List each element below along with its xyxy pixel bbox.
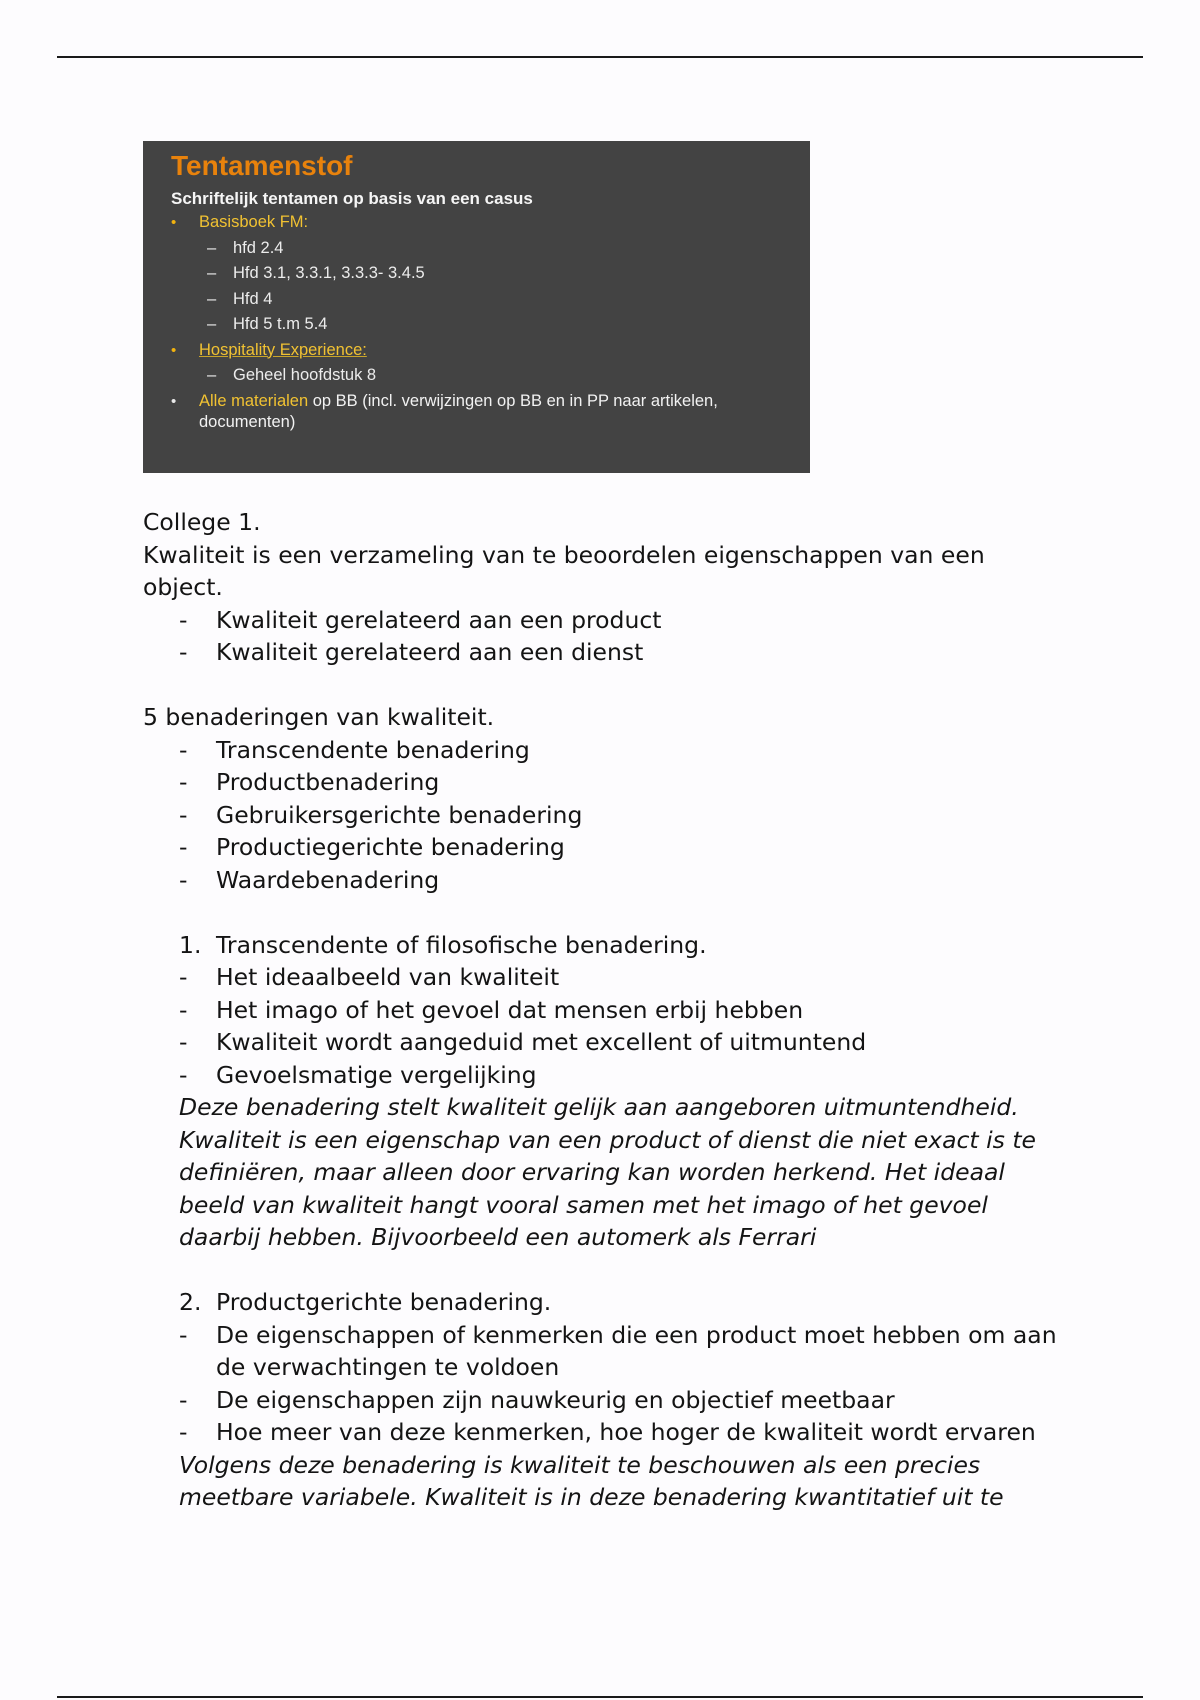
college-heading: College 1. — [143, 508, 261, 536]
bullet-dot-icon: • — [171, 341, 177, 359]
list-item: - Kwaliteit gerelateerd aan een product — [179, 605, 662, 634]
section-2-heading: 2. Productgerichte benadering. — [179, 1288, 552, 1316]
list-item: - Kwaliteit gerelateerd aan een dienst — [179, 638, 644, 666]
slide-subitem: – Hfd 3.1, 3.3.1, 3.3.3- 3.4.5 — [207, 264, 425, 282]
list-item: - Productbenadering — [179, 768, 440, 796]
bullet-dot-icon: • — [171, 214, 177, 231]
list-item: - Gevoelsmatige vergelijking — [179, 1060, 537, 1089]
slide-subtitle: Schriftelijk tentamen op basis van een casus — [171, 189, 533, 208]
list-item: - Gebruikersgerichte benadering — [179, 800, 583, 829]
bullet-dot-icon: • — [171, 392, 177, 410]
slide-bullet-basisboek: • Basisboek FM: — [171, 210, 800, 236]
footer-rule — [57, 1696, 1143, 1698]
section-1-heading: 1. Transcendente of filosofische benadering. — [179, 930, 707, 959]
slide-bullet-hospitality: • Hospitality Experience: — [171, 338, 800, 364]
document-body — [143, 506, 1063, 1514]
section-1-note: Deze benadering stelt kwaliteit gelijk aan aangeboren uitmuntendheid. Kwaliteit is een eigenschap van een product of dienst die niet exact is te definiëren, maar alleen door ervaring kan worden herkend. Het ideaal beeld van kwaliteit hangt vooral samen met het imago of het gevoel daarbij hebben. Bijvoorbeeld een automerk als Ferrari — [179, 1093, 1036, 1251]
slide-title: Tentamenstof — [171, 150, 353, 181]
slide-subitem: – Hfd 4 — [207, 289, 273, 308]
list-item: - De eigenschappen of kenmerken die een product moet hebben om aan de verwachtingen te voldoen — [179, 1320, 1057, 1381]
slide-subitem: – Geheel hoofdstuk 8 — [207, 366, 377, 384]
slide-subitem: – Hfd 5 t.m 5.4 — [207, 315, 328, 333]
list-item: - Transcendente benadering — [179, 735, 530, 764]
list-item: - Het ideaalbeeld van kwaliteit — [179, 963, 560, 991]
slide-materials: Alle materialen op BB (incl. verwijzingen op BB en in PP naar artikelen, documenten) — [199, 391, 718, 431]
definition-paragraph: Kwaliteit is een verzameling van te beoordelen eigenschappen van een object. — [143, 540, 985, 601]
list-item: - Het imago of het gevoel dat mensen erbij hebben — [179, 995, 804, 1024]
slide-image — [143, 141, 810, 473]
header-rule — [57, 56, 1143, 58]
slide-subitem: – hfd 2.4 — [207, 238, 284, 257]
list-item: - Productiegerichte benadering — [179, 833, 565, 861]
list-item: - Waardebenadering — [179, 865, 440, 894]
approaches-heading: 5 benaderingen van kwaliteit. — [143, 703, 495, 731]
section-2-note: Volgens deze benadering is kwaliteit te beschouwen als een precies meetbare variabele. Kwaliteit is in deze benadering kwantitatief uit te — [179, 1450, 1004, 1511]
list-item: - De eigenschappen zijn nauwkeurig en objectief meetbaar — [179, 1385, 895, 1414]
list-item: - Kwaliteit wordt aangeduid met excellent of uitmuntend — [179, 1028, 867, 1056]
list-item: - Hoe meer van deze kenmerken, hoe hoger de kwaliteit wordt ervaren — [179, 1418, 1036, 1446]
